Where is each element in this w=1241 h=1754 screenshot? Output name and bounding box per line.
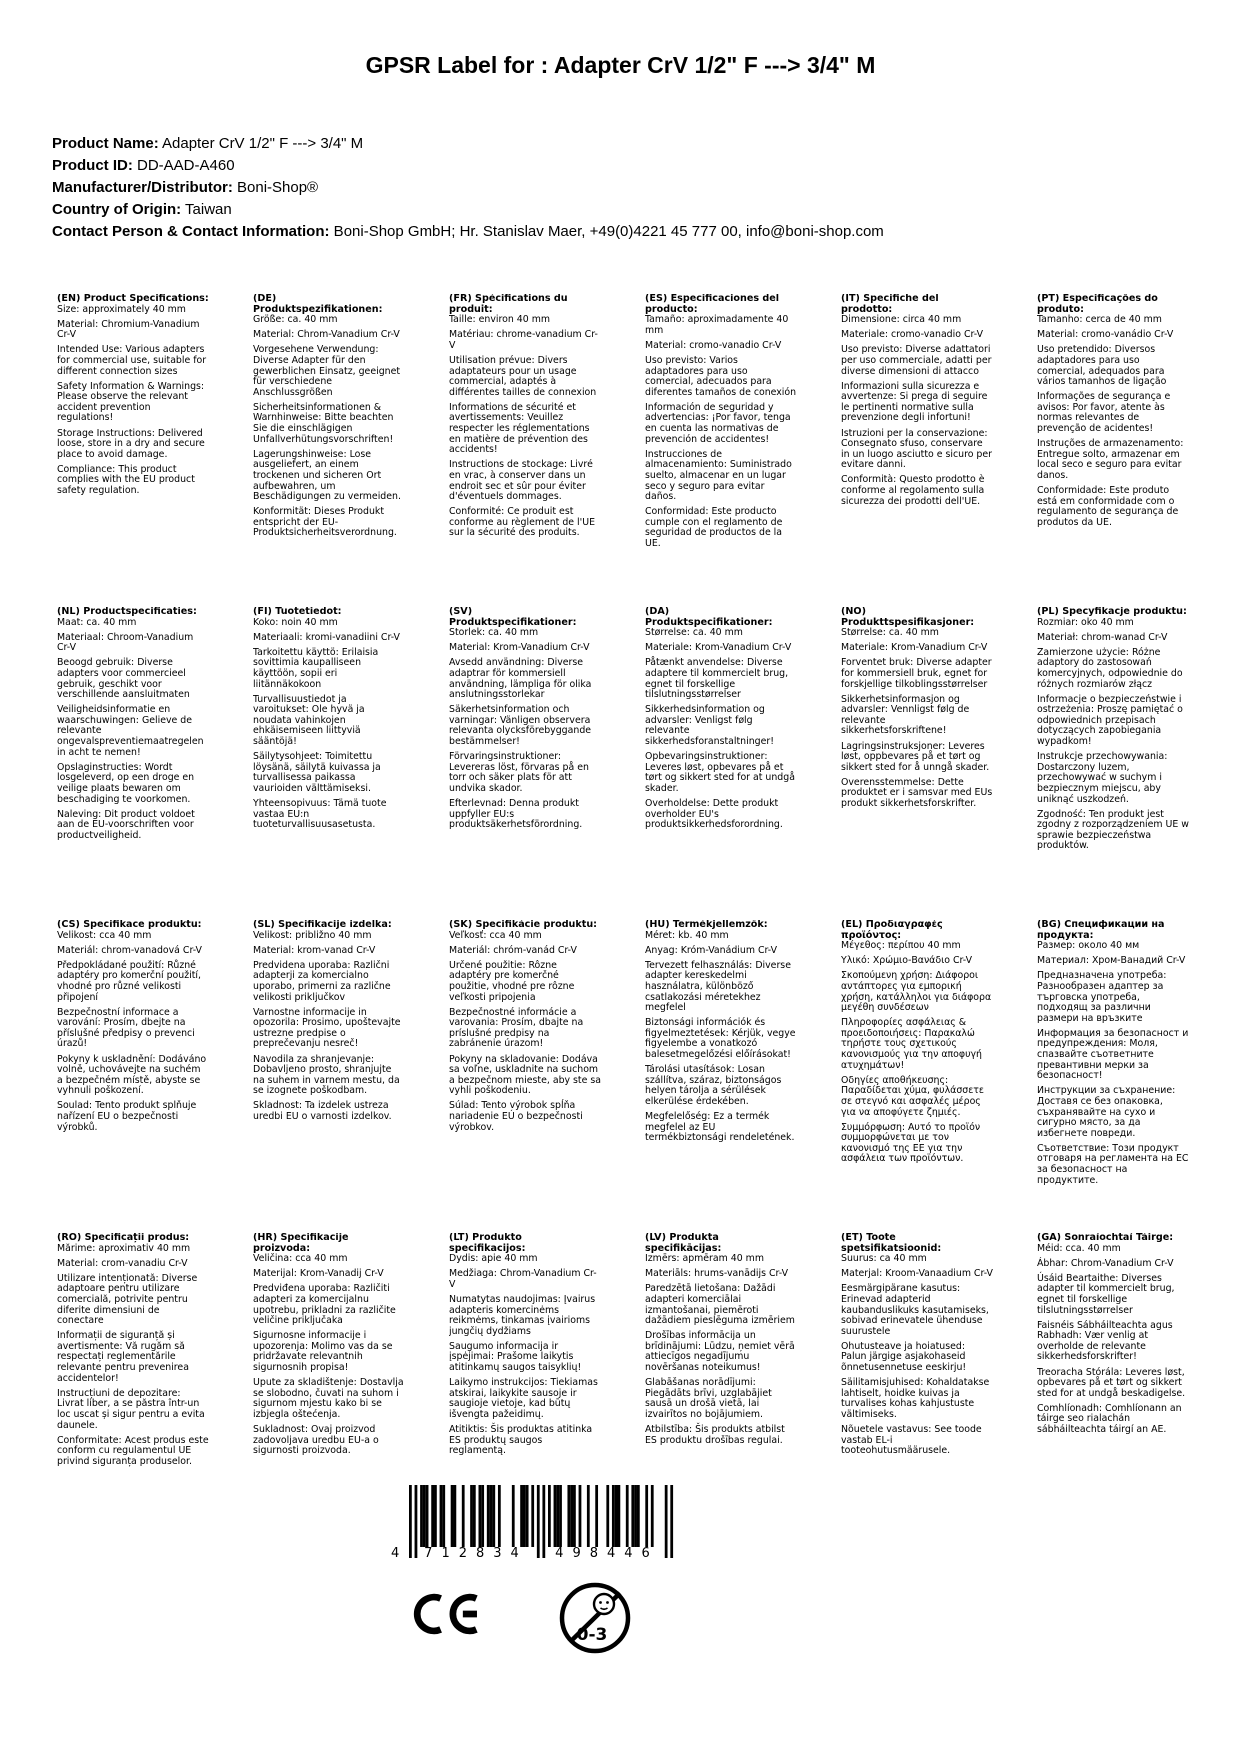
spec-paragraph: Atbilstība: Šis produkts atbilst ES produktu drošības regulai. [645, 1424, 785, 1446]
spec-paragraph: Beoogd gebruik: Diverse adapters voor commercieel gebruik, geschikt voor verschillende aansluitmaten [57, 657, 190, 701]
language-block-title: (ET) Toote spetsifikatsioonid: [841, 1233, 942, 1254]
spec-paragraph: Forventet bruk: Diverse adapter for kommersiell bruk, egnet for forskjellige tilkoblingsstørrelser [841, 657, 992, 690]
language-block-title: (PT) Especificações do produto: [1037, 294, 1158, 315]
spec-paragraph: Conformitate: Acest produs este conform cu regulamentul UE privind siguranța produselor. [57, 1434, 209, 1467]
language-block-sk [449, 920, 645, 1233]
product-info-row [52, 155, 1201, 177]
spec-paragraph: Size: approximately 40 mm [57, 303, 186, 315]
spec-paragraph: Informazioni sulla sicurezza e avvertenze: Si prega di seguire le pertinenti normative sulla prevenzione degli infortuni! [841, 380, 988, 424]
product-info-value: Boni-Shop GmbH; Hr. Stanislav Maer, +49(0)4221 45 777 00, info@boni-shop.com [329, 223, 884, 240]
language-block-it [841, 294, 1037, 607]
language-block-title: (FI) Tuotetiedot: [253, 607, 342, 617]
product-info-label: Product ID: [52, 157, 133, 174]
spec-paragraph: Dydis: apie 40 mm [449, 1253, 538, 1265]
spec-paragraph: Informações de segurança e avisos: Por favor, atente às normas relevantes de prevenção de acidentes! [1037, 391, 1171, 435]
language-block-fi [253, 607, 449, 920]
spec-paragraph: Opslaginstructies: Wordt losgeleverd, op een droge en veilige plaats bewaren om beschadiging te voorkomen. [57, 761, 195, 805]
language-block-title: (EN) Product Specifications: [57, 294, 209, 304]
spec-paragraph: Pokyny k uskladnění: Dodáváno volně, uchovávejte na suchém a bezpečném místě, abyste se vyhnuli poškození. [57, 1053, 207, 1097]
spec-paragraph: Material: cromo-vanádio Cr-V [1037, 329, 1174, 341]
spec-paragraph: Saugumo informacija ir įspėjimai: Prašome laikytis atitinkamų saugos taisyklių! [449, 1340, 582, 1374]
spec-paragraph: Instructions de stockage: Livré en vrac, à conserver dans un endroit sec et sûr pour éviter d'éventuels dommages. [449, 459, 593, 503]
spec-paragraph: Varnostne informacije in opozorila: Prosimo, upoštevajte ustrezne predpise o preprečevanju nesreč! [253, 1006, 401, 1050]
spec-paragraph: Materiale: Krom-Vanadium Cr-V [645, 642, 792, 654]
product-info-row [52, 177, 1201, 199]
spec-paragraph: Navodila za shranjevanje: Dobavljeno prosto, shranjujte na suhem in varnem mestu, da se izognete poškodbam. [253, 1053, 400, 1097]
spec-paragraph: Faisnéis Sábháilteachta agus Rabhadh: Vær venlig at overholde de relevante sikkerhedsforskrifter! [1037, 1319, 1173, 1363]
spec-paragraph: Tamaño: aproximadamente 40 mm [645, 314, 789, 336]
language-block-title: (CS) Specifikace produktu: [57, 920, 202, 930]
spec-paragraph: Zgodność: Ten produkt jest zgodny z rozporządzeniem UE w sprawie bezpieczeństwa produktów. [1037, 808, 1189, 852]
spec-paragraph: Skladnost: Ta izdelek ustreza uredbi EU o varnosti izdelkov. [253, 1100, 392, 1122]
spec-paragraph: Materiał: chrom-wanad Cr-V [1037, 631, 1168, 643]
spec-paragraph: Tarkoitettu käyttö: Erilaisia sovittimia kaupalliseen käyttöön, sopii eri liitännäkokoon [253, 646, 379, 690]
product-info-label: Product Name: [52, 135, 159, 152]
spec-paragraph: Intended Use: Various adapters for commercial use, suitable for different connection sizes [57, 344, 207, 377]
spec-paragraph: Istruzioni per la conservazione: Consegnato sfuso, conservare in un luogo asciutto e sicuro per evitare danni. [841, 427, 993, 471]
spec-paragraph: Material: Chromium-Vanadium Cr-V [57, 318, 200, 341]
spec-paragraph: Veľkosť: cca 40 mm [449, 929, 542, 941]
language-block-en [57, 294, 253, 607]
spec-paragraph: Größe: ca. 40 mm [253, 314, 338, 326]
spec-paragraph: Veličina: cca 40 mm [253, 1253, 348, 1265]
spec-paragraph: Sigurnosne informacije i upozorenja: Molimo vas da se pridržavate relevantnih sigurnosnih propisa! [253, 1330, 393, 1374]
spec-paragraph: Informații de siguranță și avertismente: Vă rugăm să respectați reglementările relevante pentru prevenirea accidentelor! [57, 1330, 189, 1384]
language-block-nl [57, 607, 253, 920]
spec-paragraph: Predviđena uporaba: Različiti adapteri za komercijalnu upotrebu, prikladni za različite veličine priključaka [253, 1283, 396, 1327]
spec-paragraph: Glabāšanas norādījumi: Piegādāts brīvi, uzglabājiet sausā un drošā vietā, lai izvairītos no bojājumiem. [645, 1377, 772, 1420]
spec-paragraph: Ábhar: Chrom-Vanadium Cr-V [1037, 1257, 1174, 1269]
language-block-el [841, 920, 1037, 1233]
spec-paragraph: Biztonsági információk és figyelmeztetések: Kérjük, vegye figyelembe a vonatkozó balesetmegelőzési előírásokat! [645, 1017, 796, 1061]
spec-paragraph: Conformità: Questo prodotto è conforme al regolamento sulla sicurezza dei prodotti dell'UE. [841, 474, 985, 507]
language-block-title: (NO) Produkttspesifikasjoner: [841, 607, 975, 628]
product-info-value: DD-AAD-A460 [132, 157, 235, 174]
language-block-da [645, 607, 841, 920]
spec-paragraph: Ohutusteave ja hoiatused: Palun järgige asjakohaseid õnnetusennetuse eeskirju! [841, 1340, 967, 1374]
spec-paragraph: Instruções de armazenamento: Entregue solto, armazenar em local seco e seguro para evitar danos. [1037, 438, 1184, 481]
barcode-first-digit: 4 [391, 1546, 400, 1561]
language-block-title: (RO) Specificații produs: [57, 1233, 190, 1243]
spec-paragraph: Conformidad: Este producto cumple con el reglamento de seguridad de productos de la UE. [645, 506, 783, 549]
spec-paragraph: Konformität: Dieses Produkt entspricht der EU-Produktsicherheitsverordnung. [253, 506, 397, 539]
spec-paragraph: Material: Krom-Vanadium Cr-V [449, 642, 590, 654]
spec-paragraph: Инструкции за съхранение: Доставя се без опаковка, съхранявайте на сухо и сигурно място, за да избегнете повреди. [1037, 1085, 1176, 1139]
product-info-value: Taiwan [181, 201, 232, 218]
spec-paragraph: Comhlíonadh: Comhlíonann an táirge seo rialachán sábháilteachta táirgí an AE. [1037, 1402, 1182, 1435]
spec-paragraph: Πληροφορίες ασφάλειας & προειδοποιήσεις: Παρακαλώ τηρήστε τους σχετικούς κανονισμούς για την αποφυγή ατυχημάτων! [841, 1017, 982, 1071]
spec-paragraph: Laikymo instrukcijos: Tiekiamas atskirai, laikykite sausoje ir saugioje vietoje, kad būtų išvengta pažeidimų. [449, 1377, 598, 1420]
spec-paragraph: Størrelse: ca. 40 mm [645, 627, 743, 639]
spec-paragraph: Instrucciones de almacenamiento: Suministrado suelto, almacenar en un lugar seco y seguro para evitar daños. [645, 448, 792, 503]
spec-paragraph: Materiale: Krom-Vanadium Cr-V [841, 642, 988, 654]
language-block-title: (LV) Produkta specifikācijas: [645, 1233, 722, 1254]
spec-paragraph: Materiaal: Chroom-Vanadium Cr-V [57, 631, 194, 654]
spec-paragraph: Lagerungshinweise: Lose ausgeliefert, an einem trockenen und sicheren Ort aufbewahren, um Beschädigungen zu vermeiden. [253, 448, 401, 503]
spec-paragraph: Storage Instructions: Delivered loose, store in a dry and secure place to avoid damage. [57, 427, 205, 460]
language-block-ro [57, 1233, 253, 1546]
age-warning-label: 0-3 [576, 1625, 608, 1645]
language-block-title: (LT) Produkto specifikacijos: [449, 1233, 526, 1254]
spec-paragraph: Atitiktis: Šis produktas atitinka ES produktų saugos reglamentą. [449, 1424, 593, 1457]
spec-paragraph: Bezpečnostné informácie a varovania: Prosím, dbajte na príslušné predpisy na zabránenie úrazom! [449, 1006, 584, 1050]
spec-paragraph: Materiál: chróm-vanád Cr-V [449, 944, 577, 956]
spec-paragraph: Sikkerhedsinformation og advarsler: Venligst følg relevante sikkerhedsforanstaltninger! [645, 704, 774, 748]
spec-paragraph: Anyag: Króm-Vanádium Cr-V [645, 944, 778, 956]
product-info-label: Country of Origin: [52, 201, 182, 218]
spec-paragraph: Treoracha Stórála: Leveres løst, opbevares på et tørt og sikkert sted for at undgå beskadigelse. [1037, 1366, 1186, 1399]
spec-paragraph: Tamanho: cerca de 40 mm [1037, 314, 1162, 326]
spec-paragraph: Säilytysohjeet: Toimitettu löysänä, säilytä kuivassa ja turvallisessa paikassa vaurioiden välttämiseksi. [253, 751, 381, 794]
spec-paragraph: Påtænkt anvendelse: Diverse adaptere til kommercielt brug, egnet til forskellige tilslutningsstørrelser [645, 657, 789, 701]
spec-paragraph: Méid: cca. 40 mm [1037, 1242, 1121, 1254]
spec-paragraph: Instrukcje przechowywania: Dostarczony luzem, przechowywać w suchym i bezpiecznym miejscu, aby uniknąć uszkodzeń. [1037, 751, 1168, 805]
spec-paragraph: Koko: noin 40 mm [253, 616, 338, 628]
spec-paragraph: Material: cromo-vanadio Cr-V [645, 339, 782, 351]
spec-paragraph: Soulad: Tento produkt splňuje nařízení EU o bezpečnosti výrobků. [57, 1100, 197, 1133]
spec-paragraph: Sicherheitsinformationen & Warnhinweise: Bitte beachten Sie die einschlägigen Unfallverhütungsvorschriften! [253, 401, 394, 445]
language-block-ga [1037, 1233, 1233, 1546]
spec-paragraph: Utilizare intenționată: Diverse adaptoare pentru utilizare comercială, potrivite pentru diferite dimensiuni de conectare [57, 1272, 198, 1327]
language-block-fr [449, 294, 645, 607]
spec-paragraph: Zamierzone użycie: Różne adaptory do zastosowań komercyjnych, odpowiednie do różnych rozmiarów złącz [1037, 646, 1183, 690]
spec-paragraph: Předpokládané použití: Různé adaptéry pro komerční použití, vhodné pro různé velikosti připojení [57, 959, 202, 1003]
spec-paragraph: Compliance: This product complies with the EU product safety regulation. [57, 463, 195, 496]
spec-paragraph: Drošības informācija un brīdinājumi: Lūdzu, ņemiet vērā attiecīgos negadījumu novēršanas noteikumus! [645, 1330, 795, 1374]
barcode-left-digits: 712834 [424, 1546, 528, 1561]
spec-paragraph: Eesmärgipärane kasutus: Erinevad adapterid kaubanduslikuks kasutamiseks, sobivad erinevatele ühenduse suurustele [841, 1283, 989, 1337]
spec-paragraph: Materiāls: hrums-vanādijs Cr-V [645, 1268, 789, 1280]
language-block-title: (PL) Specyfikacje produktu: [1037, 607, 1187, 617]
spec-paragraph: Taille: environ 40 mm [449, 314, 550, 326]
spec-paragraph: Informations de sécurité et avertissements: Veuillez respecter les réglementations en matière de prévention des accidents! [449, 401, 590, 456]
language-block-title: (SV) Produktspecifikationer: [449, 607, 577, 628]
language-block-title: (EL) Προδιαγραφές προϊόντος: [841, 920, 943, 941]
language-block-title: (FR) Spécifications du produit: [449, 294, 568, 315]
spec-paragraph: Förvaringsinstruktioner: Levereras löst, förvaras på en torr och säker plats för att undvika skador. [449, 751, 589, 794]
language-block-es [645, 294, 841, 607]
product-info-row [52, 221, 1201, 243]
spec-paragraph: Informacje o bezpieczeństwie i ostrzeżenia: Proszę pamiętać o odpowiednich przepisach dotyczących zapobiegania wypadkom! [1037, 693, 1183, 748]
ce-mark-icon [409, 1585, 479, 1643]
language-block-no [841, 607, 1037, 920]
spec-paragraph: Megfelelőség: Ez a termék megfelel az EU termékbiztonsági rendeletének. [645, 1111, 795, 1144]
spec-paragraph: Nõuetele vastavus: See toode vastab EL-i tooteohutusmäärusele. [841, 1424, 982, 1457]
spec-paragraph: Størrelse: ca. 40 mm [841, 627, 939, 639]
spec-paragraph: Lagringsinstruksjoner: Leveres løst, oppbevares på et tørt og sikkert sted for å unngå skader. [841, 740, 990, 773]
spec-paragraph: Conformidade: Este produto está em conformidade com o regulamento de segurança de produtos da UE. [1037, 485, 1179, 528]
language-block-pt [1037, 294, 1233, 607]
spec-paragraph: Material: Chrom-Vanadium Cr-V [253, 329, 400, 341]
spec-paragraph: Rozmiar: oko 40 mm [1037, 616, 1134, 628]
spec-paragraph: Υλικό: Χρώμιο-Βανάδιο Cr-V [841, 955, 973, 967]
spec-paragraph: Avsedd användning: Diverse adaptrar för kommersiell användning, lämpliga för olika anslutningsstorlekar [449, 657, 592, 701]
product-info-label: Manufacturer/Distributor: [52, 179, 233, 196]
product-info-row [52, 133, 1201, 155]
spec-paragraph: Materiale: cromo-vanadio Cr-V [841, 329, 984, 341]
spec-paragraph: Súlad: Tento výrobok spĺňa nariadenie EÚ o bezpečnosti výrobkov. [449, 1100, 583, 1133]
spec-paragraph: Materjal: Kroom-Vanaadium Cr-V [841, 1268, 993, 1280]
age-warning-0-3-icon [556, 1576, 634, 1660]
language-block-title: (IT) Specifiche del prodotto: [841, 294, 939, 315]
spec-paragraph: Materijal: Krom-Vanadij Cr-V [253, 1268, 384, 1280]
spec-paragraph: Materiaali: kromi-vanadiini Cr-V [253, 631, 400, 643]
spec-paragraph: Información de seguridad y advertencias: ¡Por favor, tenga en cuenta las normativas de prevención de accidentes! [645, 401, 791, 445]
spec-paragraph: Turvallisuustiedot ja varoitukset: Ole hyvä ja noudata vahinkojen ehkäisemiseen liittyviä sääntöjä! [253, 693, 365, 748]
page-title: GPSR Label for : Adapter CrV 1/2" F ---> 3/4" M [365, 52, 876, 78]
spec-paragraph: Uso pretendido: Diversos adaptadores para uso comercial, adequados para vários tamanhos de ligação [1037, 344, 1167, 388]
spec-paragraph: Overholdelse: Dette produkt overholder EU's produktsikkerhedsforordning. [645, 798, 783, 831]
spec-paragraph: Σκοπούμενη χρήση: Διάφοροι αντάπτορες για εμπορική χρήση, κατάλληλοι για διάφορα μεγέθη συνδέσεων [841, 970, 992, 1014]
spec-paragraph: Conformité: Ce produit est conforme au règlement de l'UE sur la sécurité des produits. [449, 506, 596, 539]
spec-paragraph: Safety Information & Warnings: Please observe the relevant accident prevention regulations! [57, 380, 205, 424]
language-block-title: (HU) Termékjellemzők: [645, 920, 768, 930]
language-block-title: (SK) Špecifikácie produktu: [449, 920, 598, 930]
language-block-et [841, 1233, 1037, 1546]
spec-paragraph: Utilisation prévue: Divers adaptateurs pour un usage commercial, adaptés à différentes tailles de connexion [449, 354, 597, 398]
spec-paragraph: Οδηγίες αποθήκευσης: Παραδίδεται χύμα, φυλάσσετε σε στεγνό και ασφαλές μέρος για να αποφύγετε ζημιές. [841, 1074, 984, 1118]
spec-paragraph: Sikkerhetsinformasjon og advarsler: Vennligst følg de relevante sikkerhetsforskriftene! [841, 693, 970, 737]
language-block-title: (GA) Sonraíochtaí Táirge: [1037, 1233, 1174, 1243]
barcode-right-digits: 498446 [555, 1546, 659, 1561]
language-block-cs [57, 920, 253, 1233]
ean13-barcode [391, 1485, 675, 1565]
spec-paragraph: Úsáid Beartaithe: Diverses adapter til kommercielt brug, egnet til forskellige tilslutningsstørrelser [1037, 1272, 1175, 1316]
spec-paragraph: Μέγεθος: περίπου 40 mm [841, 940, 961, 952]
spec-paragraph: Vorgesehene Verwendung: Diverse Adapter für den gewerblichen Einsatz, geeignet für verschiedene Anschlussgrößen [253, 344, 401, 398]
language-block-sv [449, 607, 645, 920]
spec-paragraph: Upute za skladištenje: Dostavlja se slobodno, čuvati na suhom i sigurnom mjestu kako bi se izbjegla oštećenja. [253, 1377, 404, 1420]
language-block-title: (BG) Спецификации на продукта: [1037, 920, 1165, 941]
spec-paragraph: Pokyny na skladovanie: Dodáva sa voľne, uskladnite na suchom a bezpečnom mieste, aby ste sa vyhli poškodeniu. [449, 1053, 601, 1097]
language-block-title: (DE) Produktspezifikationen: [253, 294, 383, 315]
language-block-title: (ES) Especificaciones del producto: [645, 294, 780, 315]
product-info-value: Adapter CrV 1/2" F ---> 3/4" M [158, 135, 364, 152]
spec-paragraph: Naleving: Dit product voldoet aan de EU-voorschriften voor productveiligheid. [57, 808, 195, 841]
spec-paragraph: Veiligheidsinformatie en waarschuwingen: Gelieve de relevante ongevalspreventiemaatregelen in acht te nemen! [57, 704, 204, 758]
spec-paragraph: Dimensione: circa 40 mm [841, 314, 962, 326]
spec-paragraph: Информация за безопасност и предупреждения: Моля, спазвайте съответните превантивни мерки за безопасност! [1037, 1027, 1189, 1082]
spec-paragraph: Sukladnost: Ovaj proizvod zadovoljava uredbu EU-a o sigurnosti proizvoda. [253, 1424, 379, 1457]
language-block-sl [253, 920, 449, 1233]
spec-paragraph: Numatytas naudojimas: Įvairus adapteris komercinėms reikmėms, tinkamas įvairioms jungčių dydžiams [449, 1293, 596, 1337]
language-block-de [253, 294, 449, 607]
spec-paragraph: Материал: Хром-Ванадий Cr-V [1037, 955, 1186, 967]
spec-paragraph: Mărime: aproximativ 40 mm [57, 1242, 191, 1254]
language-block-title: (NL) Productspecificaties: [57, 607, 197, 617]
spec-paragraph: Предназначена употреба: Разнообразен адаптер за търговска употреба, подходящ за различни размери на връзките [1037, 970, 1167, 1024]
spec-paragraph: Velikost: cca 40 mm [57, 929, 152, 941]
spec-paragraph: Efterlevnad: Denna produkt uppfyller EU:s produktsäkerhetsförordning. [449, 798, 583, 831]
spec-paragraph: Bezpečnostní informace a varování: Prosím, dbejte na příslušné předpisy o prevenci úrazů! [57, 1006, 195, 1050]
spec-paragraph: Material: crom-vanadiu Cr-V [57, 1257, 188, 1269]
spec-paragraph: Tárolási utasítások: Losan szállítva, száraz, biztonságos helyen tárolja a sérülések elkerülése érdekében. [645, 1064, 782, 1107]
spec-paragraph: Съответствие: Този продукт отговаря на регламента на ЕС за безопасност на продуктите. [1037, 1142, 1189, 1186]
spec-paragraph: Izmērs: apmēram 40 mm [645, 1253, 764, 1265]
spec-paragraph: Uso previsto: Diverse adattatori per uso commerciale, adatti per diverse dimensioni di attacco [841, 344, 992, 377]
spec-paragraph: Συμμόρφωση: Αυτό το προϊόν συμμορφώνεται με τον κανονισμό της ΕΕ για την ασφάλεια των προϊόντων. [841, 1121, 981, 1165]
product-info [52, 133, 1201, 243]
language-block-title: (SL) Specifikacije izdelka: [253, 920, 392, 930]
language-block-title: (DA) Produktspecifikationer: [645, 607, 773, 628]
spec-paragraph: Predvidena uporaba: Različni adapterji za komercialno uporabo, primerni za različne velikosti priključkov [253, 959, 391, 1003]
spec-paragraph: Opbevaringsinstruktioner: Leveres løst, opbevares på et tørt og sikkert sted for at undgå skader. [645, 751, 795, 794]
spec-paragraph: Materiál: chrom-vanadová Cr-V [57, 944, 202, 956]
spec-paragraph: Paredzētā lietošana: Dažādi adapteri komerciālai izmantošanai, piemēroti dažādiem pieslēguma izmēriem [645, 1283, 795, 1327]
spec-paragraph: Tervezett felhasználás: Diverse adapter kereskedelmi használatra, különböző csatlakozási méretekhez megfelel [645, 959, 791, 1014]
language-block-bg [1037, 920, 1233, 1233]
spec-paragraph: Размер: около 40 мм [1037, 940, 1140, 952]
product-info-label: Contact Person & Contact Information: [52, 223, 330, 240]
spec-paragraph: Material: krom-vanad Cr-V [253, 944, 376, 956]
spec-paragraph: Maat: ca. 40 mm [57, 616, 137, 628]
spec-paragraph: Suurus: ca 40 mm [841, 1253, 927, 1265]
spec-paragraph: Medžiaga: Chrom-Vanadium Cr-V [449, 1268, 597, 1290]
spec-paragraph: Určené použitie: Rôzne adaptéry pre komerčné použitie, vhodné pre rôzne veľkosti pripojenia [449, 959, 575, 1003]
spec-paragraph: Säilitamisjuhised: Kohaldatakse lahtiselt, hoidke kuivas ja turvalises kohas kahjustuste vältimiseks. [841, 1377, 990, 1420]
spec-paragraph: Overensstemmelse: Dette produktet er i samsvar med EUs produkt sikkerhetsforskrifter. [841, 776, 993, 809]
language-block-hu [645, 920, 841, 1233]
product-info-row [52, 199, 1201, 221]
spec-paragraph: Storlek: ca. 40 mm [449, 627, 539, 639]
spec-paragraph: Velikost: približno 40 mm [253, 929, 372, 941]
language-block-title: (HR) Specifikacije proizvoda: [253, 1233, 349, 1254]
spec-paragraph: Méret: kb. 40 mm [645, 929, 729, 941]
spec-paragraph: Instrucțiuni de depozitare: Livrat liber, a se păstra într-un loc uscat și sigur pentru a evita daunele. [57, 1387, 205, 1431]
spec-paragraph: Yhteensopivuus: Tämä tuote vastaa EU:n tuoteturvallisuusasetusta. [253, 798, 387, 831]
spec-paragraph: Matériau: chrome-vanadium Cr-V [449, 329, 598, 351]
product-info-value: Boni-Shop® [232, 179, 319, 196]
language-grid [57, 294, 1233, 1546]
language-block-pl [1037, 607, 1233, 920]
spec-paragraph: Säkerhetsinformation och varningar: Vänligen observera relevanta olycksförebyggande bestämmelser! [449, 704, 592, 748]
spec-paragraph: Uso previsto: Varios adaptadores para uso comercial, adecuados para diferentes tamaños de conexión [645, 354, 797, 398]
